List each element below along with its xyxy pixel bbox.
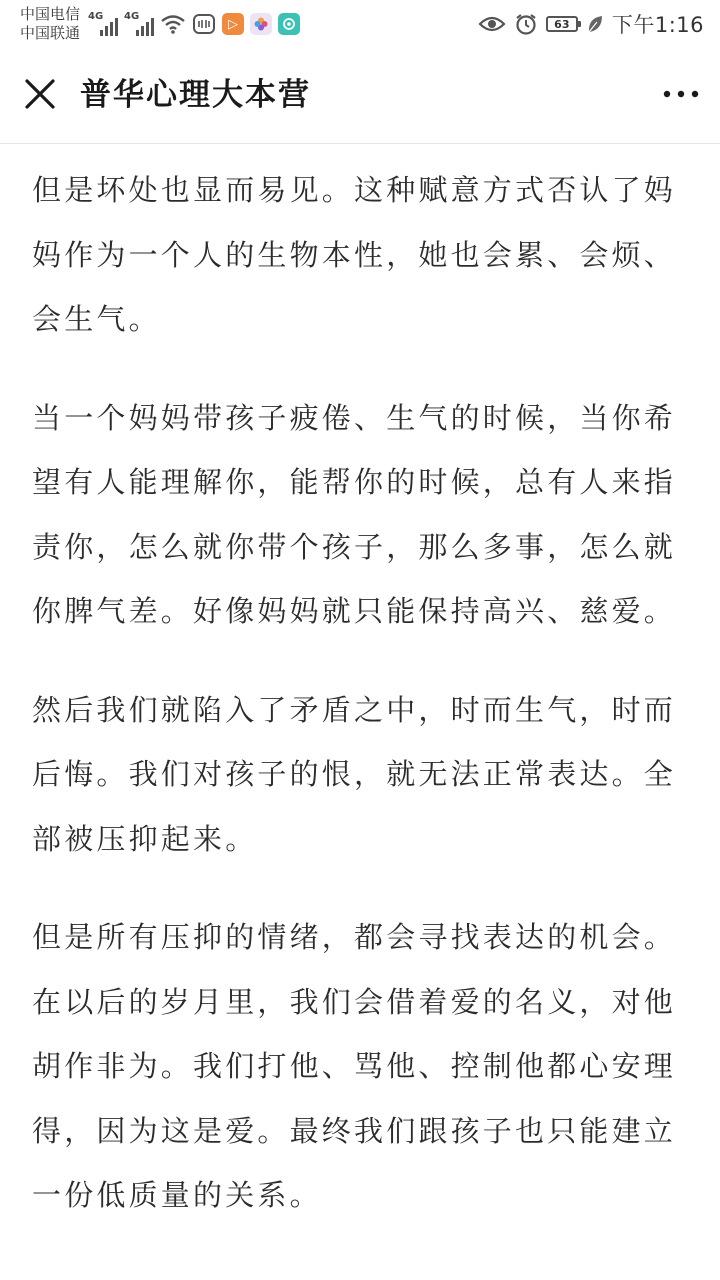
article-body [32, 158, 692, 1262]
clock: 下午1:16 [611, 13, 704, 37]
signal-1-icon [88, 12, 118, 36]
app-video-icon: ▷ [222, 13, 244, 35]
signal-2-icon [124, 12, 154, 36]
carrier-labels [20, 5, 80, 43]
article-paragraph: 然后我们就陷入了矛盾之中，时而生气，时而后悔。我们对孩子的恨，就无法正常表达。全部被压抑起来。 [32, 692, 677, 856]
app-teal-icon [278, 13, 300, 35]
wifi-icon [160, 13, 186, 35]
article-paragraph: 但是坏处也显而易见。这种赋意方式否认了妈妈作为一个人的生物本性，她也会累、会烦、会生气。 [32, 173, 677, 336]
status-icons-right [478, 8, 704, 40]
status-bar [0, 0, 720, 50]
carrier-1: 中国电信 [20, 5, 81, 23]
network-type-2: 4G [124, 11, 140, 22]
article-paragraph: 当一个妈妈带孩子疲倦、生气的时候，当你希望有人能理解你，能帮你的时候，总有人来指责你，怎么就你带个孩子，那么多事，怎么就你脾气差。好像妈妈就只能保持高兴、慈爱。 [32, 400, 677, 628]
article-header [0, 50, 720, 144]
page-title: 普华心理大本营 [80, 77, 311, 113]
article-paragraph: 但是所有压抑的情绪，都会寻找表达的机会。在以后的岁月里，我们会借着爱的名义，对他胡作非为。我们打他、骂他、控制他都心安理得，因为这是爱。最终我们跟孩子也只能建立一份低质量的关系。 [32, 920, 677, 1212]
leaf-icon [586, 14, 604, 34]
app-flower-icon [250, 13, 272, 35]
alarm-icon [514, 12, 538, 36]
status-icons-left [88, 10, 300, 38]
carrier-2: 中国联通 [20, 24, 81, 42]
battery-icon: 63 [546, 16, 578, 32]
network-type-1: 4G [88, 11, 104, 22]
close-icon[interactable] [20, 74, 60, 114]
more-icon[interactable] [656, 74, 706, 114]
app-shield-icon [192, 12, 216, 36]
eye-icon [478, 14, 506, 34]
